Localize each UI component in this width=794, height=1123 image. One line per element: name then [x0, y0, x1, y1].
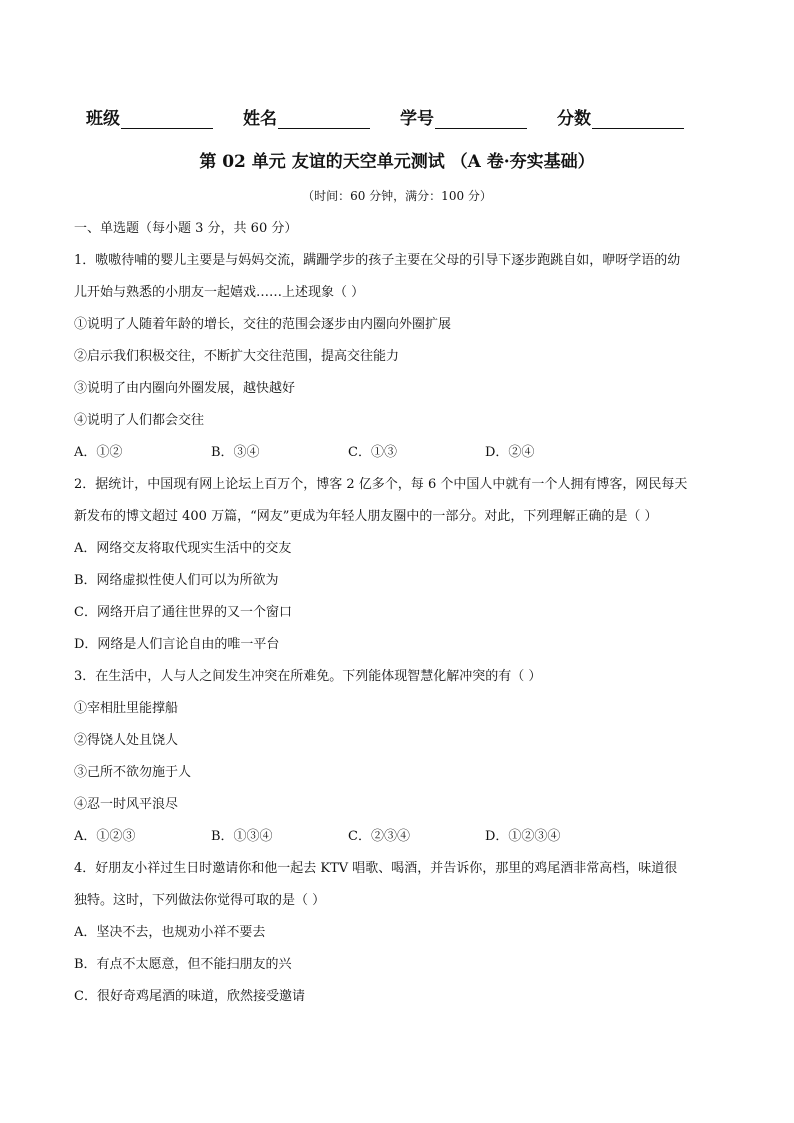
- class-field: [86, 104, 213, 129]
- question-4-option-a[interactable]: A．坚决不去，也规劝小祥不要去: [74, 925, 266, 940]
- question-1-option-d[interactable]: D．②④: [485, 445, 535, 460]
- score-label: 分数: [557, 109, 591, 129]
- question-3-item-3: ③己所不欲勿施于人: [74, 765, 192, 780]
- class-label: 班级: [86, 109, 120, 129]
- question-3-option-c[interactable]: C．②③④: [348, 829, 410, 844]
- question-2-option-d[interactable]: D．网络是人们言论自由的唯一平台: [74, 637, 280, 652]
- question-3-option-b[interactable]: B．①③④: [211, 829, 273, 844]
- exam-title: 第 02 单元 友谊的天空单元测试 （A 卷·夯实基础）: [199, 152, 595, 172]
- question-3-option-a[interactable]: A．①②③: [74, 829, 136, 844]
- question-4-stem-line-1: 4．好朋友小祥过生日时邀请你和他一起去 KTV 唱歌、喝酒，并告诉你，那里的鸡尾酒非常高档，味道很: [74, 861, 678, 876]
- question-1-item-2: ②启示我们积极交往，不断扩大交往范围，提高交往能力: [74, 349, 400, 364]
- score-field: [557, 104, 684, 129]
- question-1-item-1: ①说明了人随着年龄的增长，交往的范围会逐步由内圈向外圈扩展: [74, 317, 452, 332]
- question-1-item-3: ③说明了由内圈向外圈发展，越快越好: [74, 381, 296, 396]
- exam-subtitle: （时间：60 分钟，满分：100 分）: [302, 189, 492, 203]
- question-2: [74, 469, 726, 661]
- question-2-option-c[interactable]: C．网络开启了通往世界的又一个窗口: [74, 605, 292, 620]
- question-2-stem-line-1: 2．据统计，中国现有网上论坛上百万个，博客 2 亿多个，每 6 个中国人中就有一个人拥有博客，网民每天: [74, 477, 688, 492]
- question-1-stem-line-1: 1．嗷嗷待哺的婴儿主要是与妈妈交流，蹒跚学步的孩子主要在父母的引导下逐步跑跳自如，咿呀学语的幼: [74, 253, 681, 268]
- class-blank[interactable]: [121, 110, 213, 129]
- id-label: 学号: [400, 109, 434, 129]
- question-4-stem-line-2: 独特。这时，下列做法你觉得可取的是（ ）: [74, 893, 326, 908]
- question-3-option-d[interactable]: D．①②③④: [485, 829, 561, 844]
- name-field: [243, 104, 370, 129]
- question-3-item-1: ①宰相肚里能撑船: [74, 701, 179, 716]
- question-1-options: [74, 437, 726, 469]
- question-1-item-4: ④说明了人们都会交往: [74, 413, 205, 428]
- exam-content: [74, 213, 726, 1013]
- name-blank[interactable]: [278, 110, 370, 129]
- question-3-stem-line-1: 3．在生活中，人与人之间发生冲突在所难免。下列能体现智慧化解冲突的有（ ）: [74, 669, 542, 684]
- question-1-option-c[interactable]: C．①③: [348, 445, 397, 460]
- question-4-option-b[interactable]: B．有点不太愿意，但不能扫朋友的兴: [74, 957, 292, 972]
- question-3-item-2: ②得饶人处且饶人: [74, 733, 179, 748]
- question-1-option-a[interactable]: A．①②: [74, 445, 123, 460]
- question-3-item-4: ④忍一时风平浪尽: [74, 797, 179, 812]
- question-2-stem-line-2: 新发布的博文超过 400 万篇，“网友”更成为年轻人朋友圈中的一部分。对此，下列理解正确的是（ ）: [74, 509, 658, 524]
- question-1: [74, 245, 726, 469]
- question-3: [74, 661, 726, 853]
- student-info-row: [86, 104, 726, 129]
- question-1-stem-line-2: 儿开始与熟悉的小朋友一起嬉戏……上述现象（ ）: [74, 285, 365, 300]
- name-label: 姓名: [243, 109, 277, 129]
- question-4-option-c[interactable]: C．很好奇鸡尾酒的味道，欣然接受邀请: [74, 989, 305, 1004]
- id-field: [400, 104, 527, 129]
- question-2-option-a[interactable]: A．网络交友将取代现实生活中的交友: [74, 541, 292, 556]
- question-1-option-b[interactable]: B．③④: [211, 445, 260, 460]
- question-3-options: [74, 821, 726, 853]
- score-blank[interactable]: [592, 110, 684, 129]
- question-2-option-b[interactable]: B．网络虚拟性使人们可以为所欲为: [74, 573, 279, 588]
- question-4: [74, 853, 726, 1013]
- section-heading: 一、单选题（每小题 3 分，共 60 分）: [74, 221, 298, 236]
- id-blank[interactable]: [435, 110, 527, 129]
